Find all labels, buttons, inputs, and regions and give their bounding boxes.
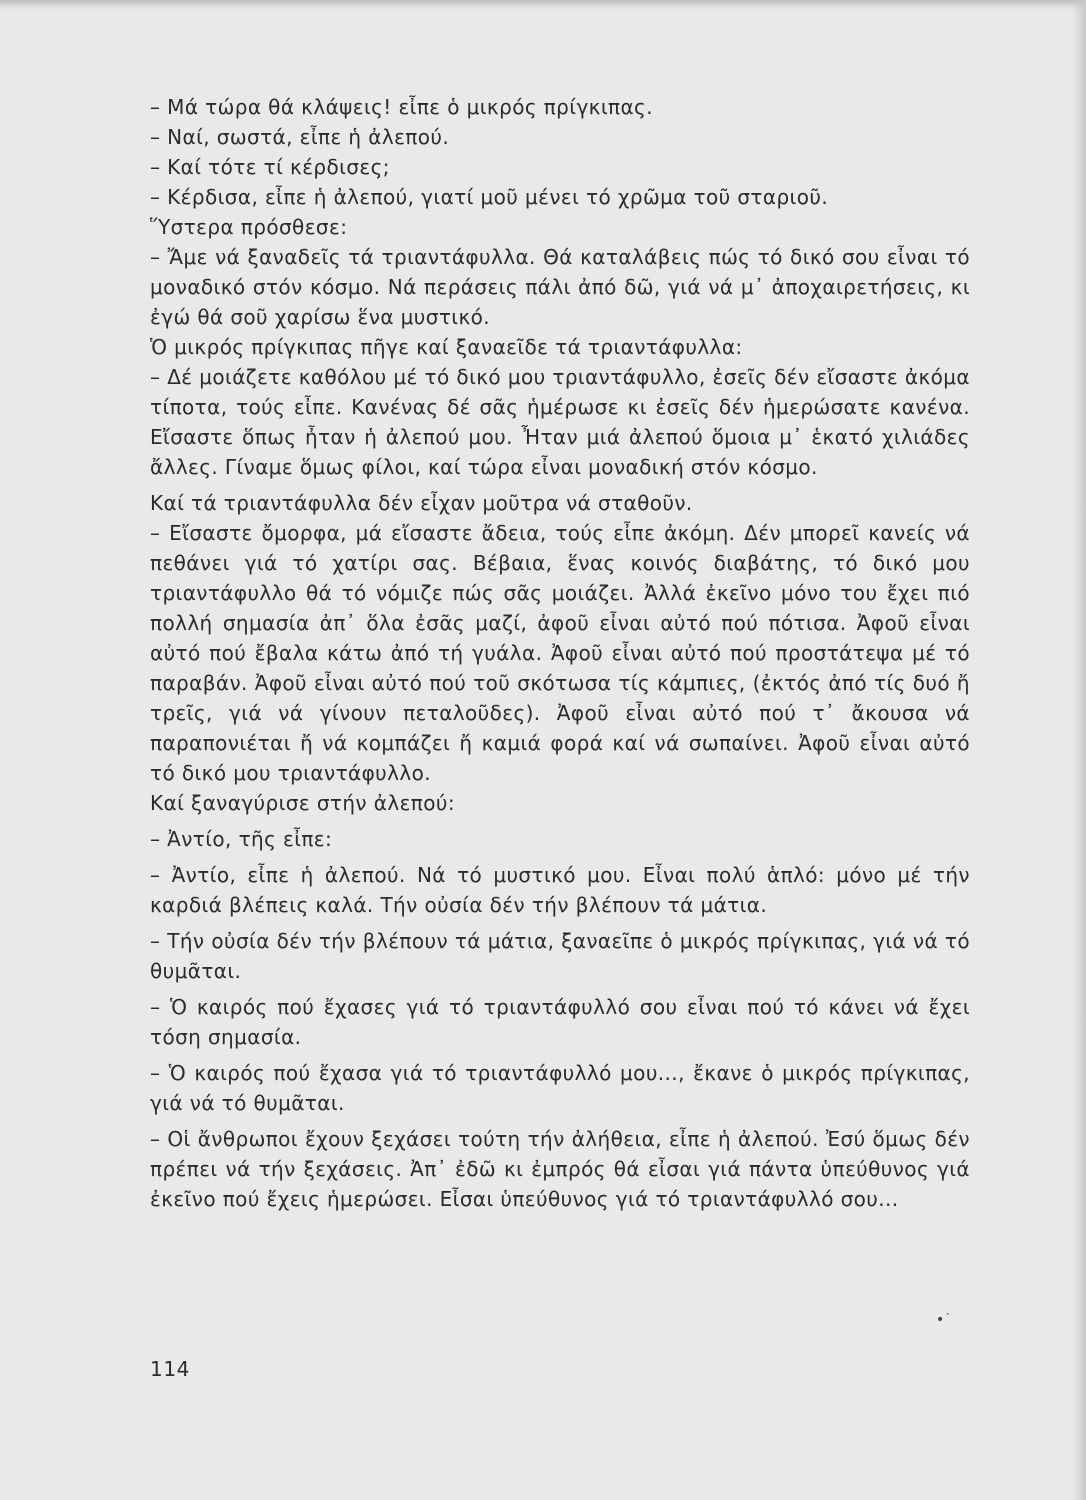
- paragraph: – Ἀντίο, τῆς εἶπε:: [150, 827, 333, 851]
- paragraph: Ὁ μικρός πρίγκιπας πῆγε καί ξαναεῖδε τά τριαντάφυλλα:: [150, 335, 743, 359]
- paragraph: – Εἴσαστε ὄμορφα, μά εἴσαστε ἄδεια, τούς εἶπε ἀκόμη. Δέν μπορεῖ κανείς νά πεθάνει γιά τό χατίρι σας. Βέβαια, ἕνας κοινός διαβάτης, τό δικό μου τριαντάφυλλο θά τό νόμιζε πώς σᾶς μοιάζει. Ἀλλά ἐκεῖνο μόνο του ἔχει πιό πολλή σημασία ἀπ᾽ ὅλα ἐσᾶς μαζί, ἀφοῦ εἶναι αὐτό πού πότισα. Ἀφοῦ εἶναι αὐτό πού ἔβαλα κάτω ἀπό τή γυάλα. Ἀφοῦ εἶναι αὐτό πού προστάτεψα μέ τό παραβάν. Ἀφοῦ εἶναι αὐτό πού τοῦ σκότωσα τίς κάμπιες, (ἐκτός ἀπό τίς δυό ἤ τρεῖς, γιά νά γίνουν πεταλοῦδες). Ἀφοῦ εἶναι αὐτό πού τ᾽ ἄκουσα νά παραπονιέται ἤ νά κομπάζει ἤ καμιά φορά καί νά σωπαίνει. Ἀφοῦ εἶναι αὐτό τό δικό μου τριαντάφυλλο.: [150, 521, 970, 785]
- page-number: 114: [150, 1357, 190, 1381]
- paragraph: Καί ξαναγύρισε στήν ἀλεπού:: [150, 791, 455, 815]
- printer-mark-icon: •˙: [936, 1312, 952, 1328]
- paragraph: – Μά τώρα θά κλάψεις! εἶπε ὁ μικρός πρίγκιπας.: [150, 95, 653, 119]
- paragraph: Καί τά τριαντάφυλλα δέν εἶχαν μοῦτρα νά σταθοῦν.: [150, 491, 693, 515]
- paragraph: – Ναί, σωστά, εἶπε ἡ ἀλεπού.: [150, 125, 450, 149]
- paragraph: – Οἱ ἄνθρωποι ἔχουν ξεχάσει τούτη τήν ἀλήθεια, εἶπε ἡ ἀλεπού. Ἐσύ ὅμως δέν πρέπει νά τήν ξεχάσεις. Ἀπ᾽ ἐδῶ κι ἐμπρός θά εἶσαι γιά πάντα ὑπεύθυνος γιά ἐκεῖνο πού ἔχεις ἡμερώσει. Εἶσαι ὑπεύθυνος γιά τό τριαντάφυλλό σου...: [150, 1127, 970, 1211]
- page-right-edge: [1072, 0, 1086, 1500]
- paragraph: – Ἄμε νά ξαναδεῖς τά τριαντάφυλλα. Θά καταλάβεις πώς τό δικό σου εἶναι τό μοναδικό στόν κόσμο. Νά περάσεις πάλι ἀπό δῶ, γιά νά μ᾽ ἀποχαιρετήσεις, κι ἐγώ θά σοῦ χαρίσω ἕνα μυστικό.: [150, 245, 970, 329]
- paragraph: – Ἀντίο, εἶπε ἡ ἀλεπού. Νά τό μυστικό μου. Εἶναι πολύ ἁπλό: μόνο μέ τήν καρδιά βλέπεις καλά. Τήν οὐσία δέν τήν βλέπουν τά μάτια.: [150, 863, 970, 917]
- paragraph: – Καί τότε τί κέρδισες;: [150, 155, 390, 179]
- paragraph: – Ὁ καιρός πού ἔχασα γιά τό τριαντάφυλλό μου..., ἔκανε ὁ μικρός πρίγκιπας, γιά νά τό θυμᾶται.: [150, 1061, 970, 1115]
- page-top-edge: [0, 0, 1086, 10]
- paragraph: – Δέ μοιάζετε καθόλου μέ τό δικό μου τριαντάφυλλο, ἐσεῖς δέν εἴσαστε ἀκόμα τίποτα, τούς εἶπε. Κανένας δέ σᾶς ἡμέρωσε κι ἐσεῖς δέν ἡμερώσατε κανένα. Εἴσαστε ὅπως ἦταν ἡ ἀλεπού μου. Ἦταν μιά ἀλεπού ὅμοια μ᾽ ἑκατό χιλιάδες ἄλλες. Γίναμε ὅμως φίλοι, καί τώρα εἶναι μοναδική στόν κόσμο.: [150, 365, 970, 479]
- paragraph: Ὕστερα πρόσθεσε:: [150, 215, 348, 239]
- paragraph: – Ὁ καιρός πού ἔχασες γιά τό τριαντάφυλλό σου εἶναι πού τό κάνει νά ἔχει τόση σημασία.: [150, 995, 970, 1049]
- page-body: [150, 92, 970, 1214]
- paragraph: – Τήν οὐσία δέν τήν βλέπουν τά μάτια, ξαναεῖπε ὁ μικρός πρίγκιπας, γιά νά τό θυμᾶται.: [150, 929, 970, 983]
- paragraph: – Κέρδισα, εἶπε ἡ ἀλεπού, γιατί μοῦ μένει τό χρῶμα τοῦ σταριοῦ.: [150, 185, 829, 209]
